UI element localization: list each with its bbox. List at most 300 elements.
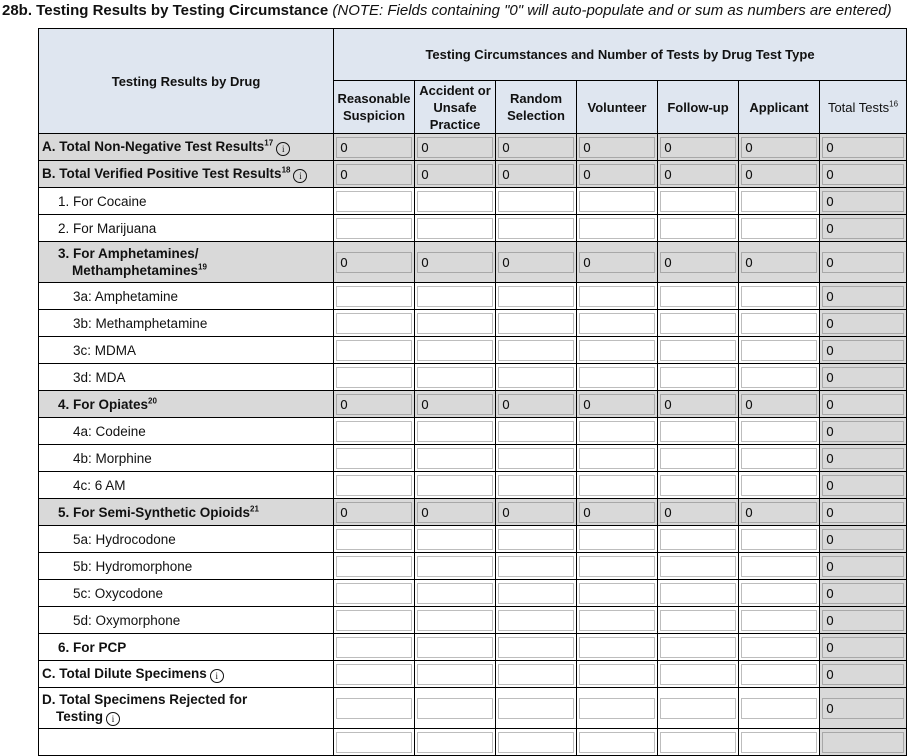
count-input[interactable]: [417, 218, 493, 239]
total-tests-field: [822, 732, 904, 753]
value-cell: [739, 283, 820, 310]
value-cell: [739, 418, 820, 445]
value-cell: [415, 526, 496, 553]
value-cell: [577, 283, 658, 310]
total-tests-field: 0: [822, 164, 904, 185]
value-cell: [496, 188, 577, 215]
auto-sum-field: 0: [660, 502, 736, 523]
count-input[interactable]: [579, 583, 655, 604]
value-cell: [658, 215, 739, 242]
count-input[interactable]: [336, 286, 412, 307]
count-input[interactable]: [741, 698, 817, 719]
total-cell: [820, 472, 907, 499]
row-label-text: 4a: Codeine: [73, 423, 146, 439]
count-input[interactable]: [660, 367, 736, 388]
value-cell: [415, 445, 496, 472]
value-cell: [334, 445, 415, 472]
total-tests-field: 0: [822, 394, 904, 415]
table-row: [39, 607, 907, 634]
value-cell: [658, 161, 739, 188]
count-input[interactable]: [417, 448, 493, 469]
total-cell: [820, 161, 907, 188]
column-header-line: Accident or: [419, 82, 491, 98]
count-input[interactable]: [336, 732, 412, 753]
value-cell: [658, 499, 739, 526]
count-input[interactable]: [417, 191, 493, 212]
info-circle-icon[interactable]: i: [276, 142, 290, 156]
total-cell: [820, 418, 907, 445]
value-cell: [496, 391, 577, 418]
value-cell: [577, 661, 658, 688]
info-circle-icon[interactable]: i: [210, 669, 224, 683]
column-header-line: Suspicion: [342, 108, 406, 123]
value-cell: [658, 526, 739, 553]
value-cell: [496, 580, 577, 607]
count-input[interactable]: [579, 218, 655, 239]
value-cell: [577, 391, 658, 418]
count-input[interactable]: [498, 286, 574, 307]
total-tests-field: 0: [822, 637, 904, 658]
count-input[interactable]: [579, 191, 655, 212]
count-input[interactable]: [741, 556, 817, 577]
value-cell: [334, 188, 415, 215]
value-cell: [577, 161, 658, 188]
table-row: [39, 661, 907, 688]
row-label: [39, 188, 334, 215]
count-input[interactable]: [660, 218, 736, 239]
value-cell: [739, 580, 820, 607]
count-input[interactable]: [579, 664, 655, 685]
count-input[interactable]: [741, 732, 817, 753]
row-label: [39, 445, 334, 472]
value-cell: [496, 688, 577, 729]
total-cell: [820, 634, 907, 661]
total-cell: [820, 391, 907, 418]
value-cell: [739, 634, 820, 661]
count-input[interactable]: [660, 583, 736, 604]
value-cell: [415, 634, 496, 661]
count-input[interactable]: [741, 529, 817, 550]
auto-sum-field: 0: [741, 137, 817, 158]
row-label: [39, 553, 334, 580]
count-input[interactable]: [498, 475, 574, 496]
row-label-text: 3c: MDMA: [73, 342, 137, 358]
count-input[interactable]: [336, 218, 412, 239]
count-input[interactable]: [579, 367, 655, 388]
column-header-line: Applicant: [749, 99, 809, 115]
count-input[interactable]: [660, 556, 736, 577]
row-label: [39, 364, 334, 391]
count-input[interactable]: [336, 367, 412, 388]
value-cell: [739, 364, 820, 391]
row-label-text: 5a: Hydrocodone: [73, 531, 176, 547]
count-input[interactable]: [336, 421, 412, 442]
auto-sum-field: 0: [417, 252, 493, 273]
count-input[interactable]: [660, 610, 736, 631]
count-input[interactable]: [579, 313, 655, 334]
count-input[interactable]: [498, 367, 574, 388]
footnote-ref: 20: [148, 396, 157, 405]
count-input[interactable]: [660, 664, 736, 685]
value-cell: [415, 553, 496, 580]
count-input[interactable]: [741, 475, 817, 496]
auto-sum-field: 0: [741, 394, 817, 415]
value-cell: [334, 364, 415, 391]
value-cell: [577, 607, 658, 634]
count-input[interactable]: [579, 421, 655, 442]
total-cell: [820, 337, 907, 364]
count-input[interactable]: [417, 475, 493, 496]
count-input[interactable]: [579, 637, 655, 658]
value-cell: [739, 445, 820, 472]
auto-sum-field: 0: [498, 252, 574, 273]
count-input[interactable]: [498, 448, 574, 469]
count-input[interactable]: [417, 610, 493, 631]
auto-sum-field: 0: [660, 394, 736, 415]
total-tests-field: 0: [822, 556, 904, 577]
total-cell: [820, 188, 907, 215]
value-cell: [577, 364, 658, 391]
value-cell: [577, 580, 658, 607]
count-input[interactable]: [741, 313, 817, 334]
value-cell: [334, 499, 415, 526]
count-input[interactable]: [741, 448, 817, 469]
count-input[interactable]: [660, 286, 736, 307]
column-header-volunteer: [577, 81, 658, 134]
table-row: [39, 364, 907, 391]
header-group-label: Testing Circumstances and Number of Tests by Drug Test Type: [334, 29, 907, 81]
count-input[interactable]: [579, 286, 655, 307]
count-input[interactable]: [741, 637, 817, 658]
value-cell: [415, 188, 496, 215]
value-cell: [415, 418, 496, 445]
auto-sum-field: 0: [741, 164, 817, 185]
value-cell: [496, 553, 577, 580]
count-input[interactable]: [498, 664, 574, 685]
column-header-reasonable-suspicion: [334, 81, 415, 134]
total-cell: [820, 445, 907, 472]
count-input[interactable]: [498, 191, 574, 212]
value-cell: [739, 188, 820, 215]
value-cell: [658, 472, 739, 499]
value-cell: [415, 310, 496, 337]
count-input[interactable]: [417, 340, 493, 361]
table-row: [39, 472, 907, 499]
count-input[interactable]: [741, 340, 817, 361]
value-cell: [334, 391, 415, 418]
value-cell: [496, 499, 577, 526]
value-cell: [415, 580, 496, 607]
value-cell: [577, 337, 658, 364]
value-cell: [334, 661, 415, 688]
column-header-line: Practice: [429, 116, 481, 132]
value-cell: [658, 729, 739, 756]
total-tests-field: 0: [822, 664, 904, 685]
count-input[interactable]: [741, 218, 817, 239]
value-cell: [739, 391, 820, 418]
row-label-text: 5c: Oxycodone: [73, 585, 164, 601]
count-input[interactable]: [660, 475, 736, 496]
row-label-text: C. Total Dilute Specimens: [42, 666, 207, 681]
value-cell: [415, 661, 496, 688]
count-input[interactable]: [579, 448, 655, 469]
auto-sum-field: 0: [579, 394, 655, 415]
value-cell: [415, 688, 496, 729]
auto-sum-field: 0: [660, 137, 736, 158]
count-input[interactable]: [417, 367, 493, 388]
value-cell: [739, 215, 820, 242]
count-input[interactable]: [336, 475, 412, 496]
value-cell: [577, 215, 658, 242]
count-input[interactable]: [417, 698, 493, 719]
value-cell: [658, 188, 739, 215]
value-cell: [577, 445, 658, 472]
value-cell: [496, 607, 577, 634]
count-input[interactable]: [741, 421, 817, 442]
info-circle-icon[interactable]: i: [293, 169, 307, 183]
count-input[interactable]: [660, 698, 736, 719]
count-input[interactable]: [579, 556, 655, 577]
total-tests-field: 0: [822, 286, 904, 307]
count-input[interactable]: [660, 448, 736, 469]
value-cell: [496, 634, 577, 661]
value-cell: [739, 688, 820, 729]
total-cell: [820, 580, 907, 607]
column-header-line: Volunteer: [587, 99, 647, 115]
total-cell: [820, 283, 907, 310]
count-input[interactable]: [498, 732, 574, 753]
column-header-follow-up: [658, 81, 739, 134]
auto-sum-field: 0: [498, 394, 574, 415]
column-header-line: Total Tests: [827, 99, 890, 115]
count-input[interactable]: [336, 698, 412, 719]
value-cell: [658, 553, 739, 580]
count-input[interactable]: [579, 732, 655, 753]
count-input[interactable]: [498, 637, 574, 658]
count-input[interactable]: [417, 313, 493, 334]
count-input[interactable]: [660, 529, 736, 550]
total-cell: [820, 553, 907, 580]
count-input[interactable]: [741, 664, 817, 685]
value-cell: [739, 242, 820, 283]
total-tests-field: 0: [822, 529, 904, 550]
count-input[interactable]: [417, 732, 493, 753]
count-input[interactable]: [741, 583, 817, 604]
auto-sum-field: 0: [579, 252, 655, 273]
table-row: [39, 161, 907, 188]
count-input[interactable]: [660, 732, 736, 753]
count-input[interactable]: [417, 421, 493, 442]
value-cell: [334, 553, 415, 580]
count-input[interactable]: [498, 698, 574, 719]
count-input[interactable]: [579, 529, 655, 550]
auto-sum-field: 0: [336, 502, 412, 523]
value-cell: [739, 661, 820, 688]
auto-sum-field: 0: [417, 137, 493, 158]
value-cell: [496, 661, 577, 688]
count-input[interactable]: [498, 218, 574, 239]
row-label: [39, 526, 334, 553]
row-label-text: 3b: Methamphetamine: [73, 315, 208, 331]
table-row: [39, 188, 907, 215]
footnote-ref: 21: [250, 504, 259, 513]
footnote-ref: 16: [889, 99, 899, 109]
count-input[interactable]: [336, 448, 412, 469]
count-input[interactable]: [336, 529, 412, 550]
value-cell: [658, 134, 739, 161]
count-input[interactable]: [336, 556, 412, 577]
testing-results-table: [38, 28, 907, 756]
footnote-ref: 19: [198, 262, 207, 272]
value-cell: [739, 729, 820, 756]
section-note: (NOTE: Fields containing "0" will auto-populate and or sum as numbers are entered): [332, 2, 892, 19]
column-header-line: Follow-up: [667, 99, 729, 115]
count-input[interactable]: [498, 529, 574, 550]
column-header-line: Unsafe: [433, 99, 477, 115]
count-input[interactable]: [336, 340, 412, 361]
count-input[interactable]: [498, 421, 574, 442]
row-label-text: 5. For Semi-Synthetic Opioids: [58, 504, 251, 520]
count-input[interactable]: [498, 610, 574, 631]
value-cell: [415, 391, 496, 418]
column-header-line: Selection: [507, 108, 565, 123]
count-input[interactable]: [498, 313, 574, 334]
value-cell: [658, 364, 739, 391]
info-circle-icon[interactable]: i: [106, 712, 120, 726]
total-cell: [820, 607, 907, 634]
row-label: [39, 634, 334, 661]
count-input[interactable]: [660, 340, 736, 361]
count-input[interactable]: [417, 529, 493, 550]
section-title: [2, 2, 892, 19]
count-input[interactable]: [498, 340, 574, 361]
row-label-text: D. Total Specimens Rejected for: [42, 691, 248, 707]
value-cell: [658, 310, 739, 337]
total-tests-field: 0: [822, 421, 904, 442]
value-cell: [334, 283, 415, 310]
count-input[interactable]: [498, 556, 574, 577]
count-input[interactable]: [579, 340, 655, 361]
value-cell: [334, 729, 415, 756]
value-cell: [496, 242, 577, 283]
count-input[interactable]: [660, 421, 736, 442]
value-cell: [739, 472, 820, 499]
value-cell: [415, 364, 496, 391]
table-row: [39, 634, 907, 661]
value-cell: [496, 729, 577, 756]
value-cell: [334, 607, 415, 634]
count-input[interactable]: [579, 610, 655, 631]
total-tests-field: 0: [822, 218, 904, 239]
value-cell: [577, 134, 658, 161]
value-cell: [334, 418, 415, 445]
value-cell: [658, 283, 739, 310]
value-cell: [415, 161, 496, 188]
total-tests-field: 0: [822, 340, 904, 361]
value-cell: [658, 242, 739, 283]
value-cell: [577, 242, 658, 283]
table-row: [39, 445, 907, 472]
row-label-text-line2: [42, 708, 333, 726]
count-input[interactable]: [417, 286, 493, 307]
table-row: [39, 391, 907, 418]
row-label: [39, 661, 334, 688]
count-input[interactable]: [660, 191, 736, 212]
table-row: [39, 553, 907, 580]
row-label-text: 1. For Cocaine: [58, 193, 147, 209]
count-input[interactable]: [741, 286, 817, 307]
count-input[interactable]: [336, 610, 412, 631]
value-cell: [415, 337, 496, 364]
auto-sum-field: 0: [660, 252, 736, 273]
count-input[interactable]: [417, 664, 493, 685]
count-input[interactable]: [579, 475, 655, 496]
value-cell: [334, 526, 415, 553]
value-cell: [739, 134, 820, 161]
auto-sum-field: 0: [417, 164, 493, 185]
count-input[interactable]: [498, 583, 574, 604]
footnote-ref: 18: [281, 165, 291, 175]
row-label: [39, 283, 334, 310]
count-input[interactable]: [336, 664, 412, 685]
value-cell: [658, 580, 739, 607]
total-tests-field: 0: [822, 367, 904, 388]
row-label-text: 5b: Hydromorphone: [73, 558, 193, 574]
value-cell: [739, 526, 820, 553]
count-input[interactable]: [741, 610, 817, 631]
value-cell: [658, 607, 739, 634]
count-input[interactable]: [660, 313, 736, 334]
row-label: [39, 729, 334, 756]
value-cell: [415, 607, 496, 634]
row-label-text: 3d: MDA: [73, 369, 126, 385]
count-input[interactable]: [417, 637, 493, 658]
table-row: [39, 580, 907, 607]
row-label-text: Methamphetamines: [72, 263, 199, 278]
value-cell: [334, 472, 415, 499]
footnote-ref: 17: [264, 138, 274, 148]
count-input[interactable]: [417, 583, 493, 604]
count-input[interactable]: [336, 191, 412, 212]
table-row: [39, 526, 907, 553]
value-cell: [334, 634, 415, 661]
section-heading: 28b. Testing Results by Testing Circumstance: [2, 2, 329, 19]
count-input[interactable]: [741, 191, 817, 212]
count-input[interactable]: [660, 637, 736, 658]
auto-sum-field: 0: [336, 394, 412, 415]
count-input[interactable]: [336, 313, 412, 334]
value-cell: [496, 445, 577, 472]
count-input[interactable]: [417, 556, 493, 577]
value-cell: [496, 418, 577, 445]
auto-sum-field: 0: [579, 137, 655, 158]
column-header-line: Random: [510, 91, 562, 106]
value-cell: [739, 161, 820, 188]
row-label-text: A. Total Non-Negative Test Results: [42, 139, 265, 154]
value-cell: [739, 337, 820, 364]
total-tests-field: 0: [822, 583, 904, 604]
count-input[interactable]: [741, 367, 817, 388]
value-cell: [415, 242, 496, 283]
count-input[interactable]: [336, 637, 412, 658]
row-label: [39, 580, 334, 607]
count-input[interactable]: [336, 583, 412, 604]
count-input[interactable]: [579, 698, 655, 719]
value-cell: [658, 391, 739, 418]
total-cell: [820, 215, 907, 242]
row-label-text: Testing: [56, 708, 103, 724]
row-label-text: 4c: 6 AM: [73, 477, 126, 493]
